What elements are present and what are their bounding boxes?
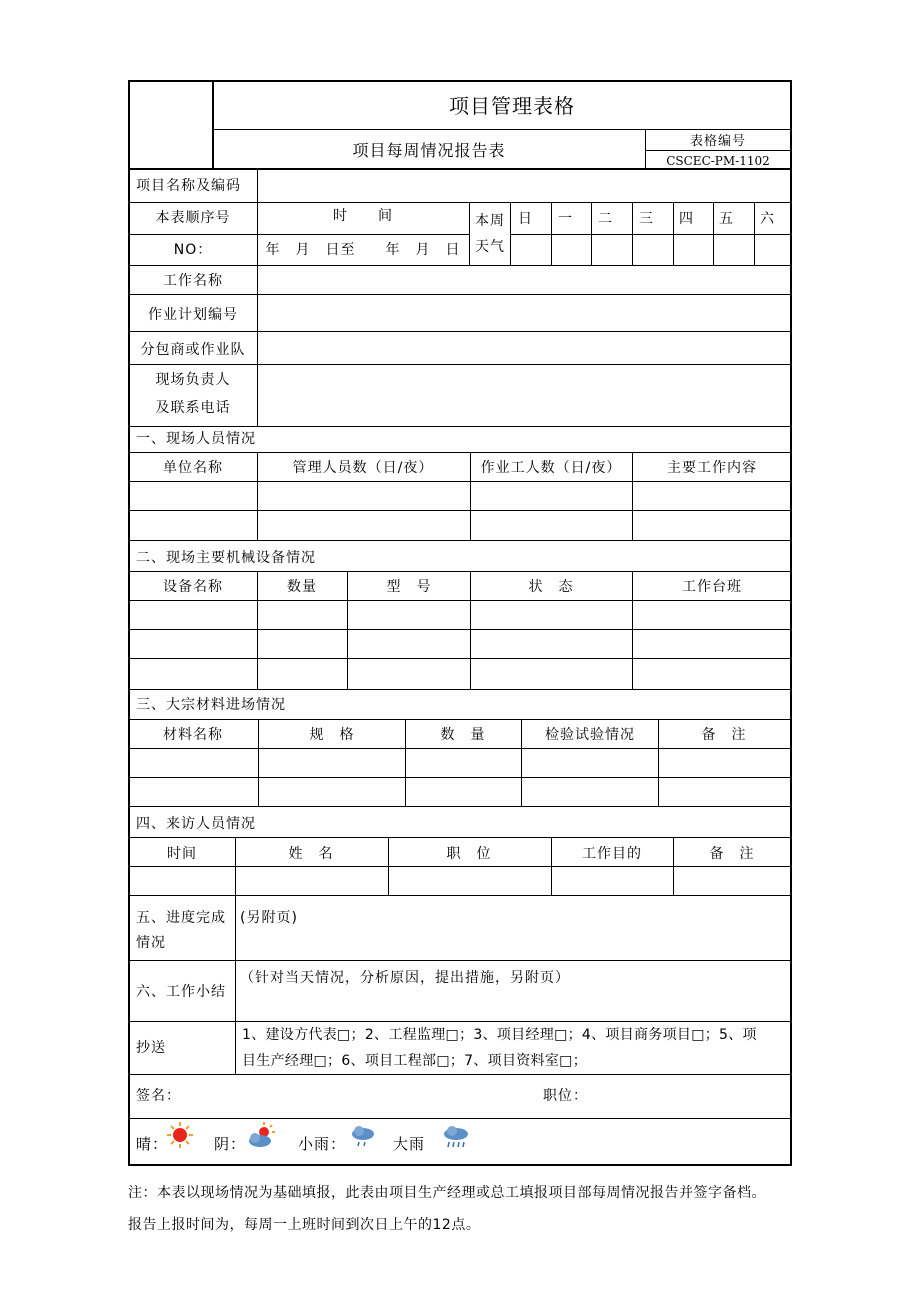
sign-label: 签名： [136,1088,181,1104]
weather-label-1: 本周 [475,213,505,229]
divider [213,129,791,130]
equipment-col: 状 态 [528,579,574,595]
legend-heavy-rain: 大雨 [393,1135,426,1153]
divider [673,203,674,265]
summary-label: 六、工作小结 [136,984,226,1000]
divider [632,571,633,689]
divider [129,234,257,235]
divider [129,265,791,266]
time-label: 时 间 [333,208,393,224]
divider [645,129,646,169]
personnel-col: 主要工作内容 [667,460,757,476]
divider [632,203,633,265]
footnote-line-1: 注：本表以现场情况为基础填报，此表由项目生产经理或总工填报项目部每周情况报告并签字备档。 [128,1185,766,1201]
legend-cloudy: 阴： [214,1135,247,1153]
weekday: 五 [719,211,734,227]
equipment-col: 设备名称 [163,579,223,595]
weekday: 日 [518,211,533,227]
form-title: 项目管理表格 [449,94,575,118]
divider [551,837,552,895]
divider [129,689,791,690]
weather-label-2: 天气 [475,239,505,255]
divider [347,571,348,689]
divider [754,203,755,265]
divider [129,294,791,295]
divider [129,600,791,601]
divider [658,719,659,806]
divider [405,719,406,806]
divider [510,203,511,265]
visitors-col: 工作目的 [582,846,642,862]
divider [235,895,236,1074]
divider [129,777,791,778]
divider [129,452,791,453]
personnel-col: 管理人员数（日/夜） [292,460,434,476]
form-no: CSCEC-PM-1102 [666,154,770,168]
cloudy-icon [246,1121,276,1149]
divider [591,203,592,265]
form-subtitle: 项目每周情况报告表 [352,141,506,160]
divider [713,203,714,265]
equipment-col: 型 号 [386,579,432,595]
position-label: 职位： [543,1088,588,1104]
cc-line-1: 1、建设方代表□；2、工程监理□；3、项目经理□；4、项目商务项目□；5、项 [242,1027,757,1043]
divider [129,1021,791,1022]
equipment-heading: 二、现场主要机械设备情况 [136,550,316,566]
logo-cell-divider [212,81,214,168]
date-range: 年 月 日至 年 月 日 [265,242,461,258]
divider [551,203,552,265]
divider [129,540,791,541]
equipment-col: 工作台班 [682,579,742,595]
divider [388,837,389,895]
divider [257,571,258,689]
materials-col: 检验试验情况 [545,727,635,743]
divider [235,837,236,895]
weekday: 六 [760,211,775,227]
visitors-col: 时间 [167,846,197,862]
sun-icon [166,1121,194,1149]
site-lead-label-2: 及联系电话 [155,400,231,416]
summary-text: （针对当天情况，分析原因，提出措施，另附页） [240,970,570,986]
divider [258,719,259,806]
divider [129,629,791,630]
visitors-col: 备 注 [709,846,755,862]
divider [129,331,791,332]
divider [129,895,791,896]
divider [129,571,791,572]
materials-col: 规 格 [309,727,355,743]
plan-no-label: 作业计划编号 [148,307,238,323]
seq-label: 本表顺序号 [155,210,231,226]
divider [129,202,791,203]
footnote-line-2: 报告上报时间为，每周一上班时间到次日上午的12点。 [128,1217,481,1233]
legend-light-rain: 小雨： [298,1135,347,1153]
materials-heading: 三、大宗材料进场情况 [136,697,286,713]
divider [470,571,471,689]
personnel-col: 单位名称 [163,460,223,476]
divider [129,510,791,511]
progress-text: (另附页) [240,910,298,926]
progress-label-2: 情况 [136,935,166,951]
materials-col: 数 量 [440,727,486,743]
weekday: 四 [679,211,694,227]
divider [469,203,470,265]
divider [129,168,791,170]
divider [129,364,791,365]
divider [129,658,791,659]
divider [129,748,791,749]
project-name-label: 项目名称及编码 [136,178,241,194]
divider [257,452,258,540]
divider [129,960,791,961]
divider [129,837,791,838]
progress-label-1: 五、进度完成 [136,910,226,926]
visitors-col: 职 位 [446,846,492,862]
personnel-col: 作业工人数（日/夜） [480,460,622,476]
work-name-label: 工作名称 [163,273,223,289]
divider [129,866,791,867]
cc-label: 抄送 [136,1040,166,1056]
weekday: 一 [558,211,573,227]
divider [645,150,791,151]
divider [129,1118,791,1119]
divider [673,837,674,895]
no-label: NO： [173,242,213,258]
subcontractor-label: 分包商或作业队 [140,342,246,358]
light-rain-icon [349,1124,377,1150]
materials-col: 备 注 [701,727,747,743]
divider [470,452,471,540]
form-no-label: 表格编号 [689,134,747,149]
weekday: 二 [598,211,613,227]
equipment-col: 数量 [287,579,317,595]
personnel-heading: 一、现场人员情况 [136,431,256,447]
cc-line-2: 目生产经理□；6、项目工程部□；7、项目资料室□； [242,1053,587,1069]
visitors-heading: 四、来访人员情况 [136,816,256,832]
divider [632,452,633,540]
divider [257,170,258,427]
divider [129,1074,791,1075]
divider [521,719,522,806]
heavy-rain-icon [441,1124,471,1150]
divider [129,426,791,427]
divider [129,806,791,807]
divider [257,234,470,235]
divider [129,481,791,482]
legend-sunny: 晴： [136,1135,169,1153]
divider [510,234,791,235]
site-lead-label-1: 现场负责人 [155,372,231,388]
weekday: 三 [639,211,654,227]
divider [129,719,791,720]
materials-col: 材料名称 [163,727,223,743]
visitors-col: 姓 名 [288,846,334,862]
